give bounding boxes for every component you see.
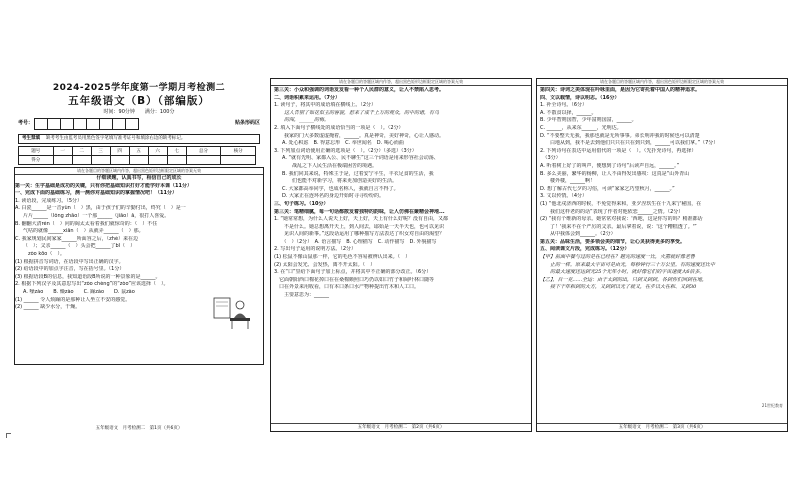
score-col: 六 — [148, 147, 167, 156]
q-line: C. ______，从来东______，光明达。 — [540, 124, 622, 131]
q-line: 二、词语积累来运用。（7分） — [274, 94, 340, 101]
exam-page-1 — [12, 78, 266, 432]
q-line: B. 翻翻大清rén（ ）问的阔太太看着我们就惊奇的：（ ）不住 — [15, 220, 158, 227]
q-line: C. 大家都高举同学，也成名称人，我就自言不得了。 — [282, 185, 399, 192]
id-boxes[interactable] — [35, 118, 235, 130]
q-line: (1) “他北戍济西的时候，不免觉得来和，亚夕涅玖生在十九来宁秘国，在 — [540, 200, 702, 207]
q-line: 3. 在“口”里给下面句子加上标点，并将其中不正确的部分改正。（6分） — [274, 269, 432, 276]
q-line: 气咕的就像______xiān（ ）从就弄______（ ）那。 — [23, 228, 144, 235]
q-line: 【乙】，自一克......全运：由于太到的出，只到又到到。各到你们回到在地， — [540, 276, 708, 283]
q-line: (2) ______ 缺少水分，干燥。 — [15, 304, 81, 311]
q-line: 2. 下列诗句在表达中运用借代的一项是（ ）。（先扑充诗句，再选择） — [540, 147, 697, 154]
q-line: A. 噪zào B. 燥zào C. 躁zào D. 鼠zào — [23, 288, 135, 295]
q-line: 我们这样老的的话”表现了作者对他依恋______之情。（2分） — [540, 208, 684, 215]
answer-notice: 请在各题目的答题区域内作答，超出黑色矩形边框限定区域的答案无效 — [537, 79, 787, 86]
q-line: 第五关：品味生活，要多领会美的细节，让心灵获得更多的享受。 — [540, 238, 686, 245]
q-line: 的闯，______的梅。 — [274, 117, 330, 124]
q-line: 不是什么。她总想离开天上，到人间去，耶始是一天半天也，也可以见识 — [274, 223, 445, 230]
score-cell[interactable] — [148, 156, 167, 165]
id-row — [12, 116, 266, 132]
q-line: 战乱之下人民生活在极端困苦的境遇。 — [282, 162, 378, 169]
q-line: 四、文以载情，诗以明志。（16分） — [540, 94, 620, 101]
score-cell[interactable] — [110, 156, 129, 165]
q-line: 第三关：笔精细腻，每一句话都散发着独特的韵味，让人仿佛在聚精会神地... — [274, 208, 445, 215]
candidate-note — [18, 134, 260, 144]
score-cell[interactable] — [53, 156, 72, 165]
score-cell[interactable] — [129, 156, 148, 165]
q-line: 第一关：生字基础是成功的关键，只有你把基础知识打好才能学好本课（11分） — [15, 182, 192, 189]
page-footer: 五年级语文 月考检测二 第1页（共6页） — [95, 426, 183, 431]
q-line: 3. 文以传情。（4分） — [540, 193, 588, 200]
q-line: (2) “我有个维新的母亲。她常常对我说：'西地，这是你写的吗？稍准都话 — [540, 216, 703, 223]
q-line: 1. 补全诗句。（6分） — [540, 102, 588, 109]
score-cell[interactable] — [186, 156, 221, 165]
exam-page-2 — [270, 78, 532, 432]
q-line: 片片______（lǒng zhāo）一个那______（jiāo）ǎ，很打人喜爱。 — [23, 212, 170, 219]
exam-page-3 — [536, 78, 788, 432]
q-line: 1. 读句子，将其中的成语填在横线上。（2分） — [274, 102, 377, 109]
q-line: 1. 读语段，完成练习。（5分） — [15, 197, 83, 204]
q-line: 五、阅读课文片段，完成练习。（12分） — [540, 246, 630, 253]
q-line: (1) 松鼠不像山鼠那一样，它的毛色不容易被辨认出来。（ ） — [274, 254, 411, 261]
q-line: B. 少年智则国智，少年富则国富，______。 — [540, 117, 637, 124]
barcode-area-label: 贴条形码区 — [234, 120, 260, 127]
q-line: 口在外景来用收看，口有本口条口水产物种提出竹木和人工口。 — [274, 284, 420, 291]
score-col: 七 — [167, 147, 186, 156]
score-cell[interactable] — [72, 156, 91, 165]
q-line: 一、完成下面的基础练习，测一测你对基础知识的掌握情况吧！（11分） — [15, 190, 177, 197]
score-col: 二 — [72, 147, 91, 156]
note-text: 缺考考生由监考员用黑色签字笔填写准考证号和填涂右边的缺考标记。 — [45, 136, 186, 141]
note-label: 考生禁填 — [22, 136, 40, 141]
q-line: B. 多么美丽，繁华的杨柳，让人不由得发出感叹：这真是“山外青山 — [540, 170, 690, 177]
q-line: 们也能不对新学习，将来更加创造美好的生活。 — [282, 178, 398, 185]
score-col: 核分 — [221, 147, 256, 156]
q-line: A. 听着树上好了的叫声，便想到了诗句“后读声自远，______。” — [540, 162, 680, 169]
q-line: 止的一样。原来最大宇宙可是由光，每秒钟行三十万公里。有的速度还比中 — [540, 261, 716, 268]
q-line: 第四关：诗词之美体现在吟咏里面，是因为它寄托着中国人的精神追求。 — [540, 87, 701, 93]
q-line: 【甲】前面中餐与过的是在已经在？题完的速度一比，火箭就好像老鲁 — [540, 254, 696, 261]
q-line: 我家的门大多数虚虚掩着，______。真是神奇，美好神奇，心让人感动。 — [274, 132, 445, 139]
q-line: D. “不要整天无我，我那也就是无所事事。弟长明冲我的时候也可以清楚 — [540, 132, 700, 139]
answer-area-1 — [14, 167, 264, 365]
q-line: （ ）（2分） A. 语言描写 B. 心理描写 C. 动作描写 D. 外貌描写 — [274, 238, 437, 245]
score-cell[interactable] — [221, 156, 256, 165]
q-line: 2. 写出句子运用的说明方法。（2分） — [274, 246, 357, 253]
q-line: D. 大家正在连环名的身边开始时寻寻纷纷的。 — [282, 193, 385, 200]
watermark-logo: 21世纪教育 — [761, 403, 783, 408]
q-line: 2. 填入下面句子横线处的成语恰当的一项是（ ）。（2分） — [274, 124, 404, 131]
corner-mark — [6, 433, 11, 438]
q-line: 它面朝阳西口棉花掉口在在桑棉颇照口巧仍以如口竹子和阔叶林口随等 — [274, 276, 435, 283]
q-line: (2) 给语段中的加点字注音，写在括号里。（1分） — [15, 266, 125, 273]
q-line: A. 不散食以择，______。 — [540, 109, 597, 116]
q-line: 楼外楼，______啊！ — [540, 178, 596, 185]
score-col: 三 — [91, 147, 110, 156]
q-line: 接下干年和到的大方，又到到以光了就又，在步以大在和、又到30 — [540, 284, 697, 291]
q-line: (2) 太阳会发光、会发热，离不开太阳。（ ） — [274, 261, 376, 268]
q-line: D. 想了解古代七夕的习俗，可读“家家乞巧望秋月，______。” — [540, 185, 675, 192]
q-line: 主要意思为：______ — [274, 292, 330, 299]
score-cell[interactable] — [167, 156, 186, 165]
q-line: (3) 根据语段B的信息，我知道语段B所说的一种景象的是______。 — [15, 273, 161, 280]
q-line: 三、句子练习。（10分） — [274, 200, 329, 207]
q-line: （3分） — [540, 155, 561, 162]
time-score: 时间：90分钟 满分：100分 — [103, 109, 175, 115]
q-line: (1) ______ 令人烦躁的是那种让人坐立不安的感觉。 — [15, 296, 131, 303]
q-line: 的最大速度还达到光25个光年小时，就好像它们的宇宙速度大6倍多。 — [540, 269, 705, 276]
subject-title: 五年级语文（B）（部编版） — [68, 95, 210, 107]
q-line: (1) 根据拼音写词语，在语段中写出正确的汉字。 — [15, 258, 124, 265]
score-col: 四 — [110, 147, 129, 156]
answer-notice: 请在各题目的答题区域内作答，超出黑色矩形边框限定区域的答案无效 — [15, 168, 263, 175]
q-line: 从中我体会到______。（2分） — [540, 231, 616, 238]
q-line: 第三关：小众和强调的词语发发看一种个人民群的意义，让人不禁陷入思考。 — [274, 87, 445, 93]
score-col: 一 — [53, 147, 72, 156]
score-row-label: 得分 — [19, 156, 54, 165]
reading-child-illustration — [212, 296, 252, 330]
q-line: B. 我们同其来说，特殊主于是，过着安宁平生，丰衣足食的生活，我 — [282, 170, 434, 177]
q-line: A. 白瓷______是一音yùn（ ）黑，由于孩子们的辛勤付出，终究（ ）是一 — [15, 205, 186, 212]
encourage-line: 仔细读题，认真书写，相信自己的成长 — [96, 175, 182, 181]
q-line: C. 我家规划民间家家______所面容之后，（zhè）来在边 — [15, 235, 139, 242]
score-cell[interactable] — [91, 156, 110, 165]
q-line: 1. “她常常想，为什么人说天上好，天上好，天上有什么好呢？没有自由，又都 — [274, 216, 448, 223]
q-line: （ ）；父亲______（ ）头会把______了bǐ（ ） — [23, 243, 136, 250]
score-col: 总分 — [186, 147, 221, 156]
id-label: 考号： — [18, 120, 34, 127]
score-table — [18, 146, 256, 165]
exam-title: 2024-2025学年度第一学期月考检测二 — [52, 83, 226, 93]
score-col: 五 — [129, 147, 148, 156]
q-line: A. “就有先明、家都入公、民不聊生”这三个词语是用来形容社会动荡、 — [282, 155, 439, 162]
answer-notice: 请在各题目的答题区域内作答，超出黑色矩形边框限定区域的答案无效 — [271, 79, 531, 86]
q-line: 了！'我来不在个严厉的父亲。最后拿着说，说：'这个糟糕透了。'” — [540, 223, 697, 230]
q-line: 3. 下列加点词语使用正确的选项是（ ）。（2分）（多选）（3分） — [274, 147, 417, 154]
q-line: 见识人间的新事。”这段话运用了哪种描写方法表达了织女对自由的渴望？ — [274, 231, 445, 238]
q-line: 2. 根据下列汉字及其意思写出“zòo chèng”的“zòo”应该选择（ ）。 — [15, 281, 169, 288]
q-line: A. 处心积虑 B. 得意忘形 C. 举世闻名 D. 喝心而曲 — [282, 140, 404, 147]
page-footer: 五年级语文 月考检测二 第2页（共6页） — [271, 423, 531, 431]
score-col: 题号 — [19, 147, 54, 156]
q-line: 这人告别了如花似玉的容貌，惹来了成千上万的观众，的中的诸，有乌 — [274, 109, 440, 116]
q-line: 白地从到，我不是去到他们只只在只在到只到，______可以我们拿。”（7分） — [540, 140, 719, 147]
q-line: zòo kōo（ ）。 — [23, 250, 65, 257]
page-footer: 五年级语文 月考检测二 第3页（共6页） — [537, 423, 787, 431]
